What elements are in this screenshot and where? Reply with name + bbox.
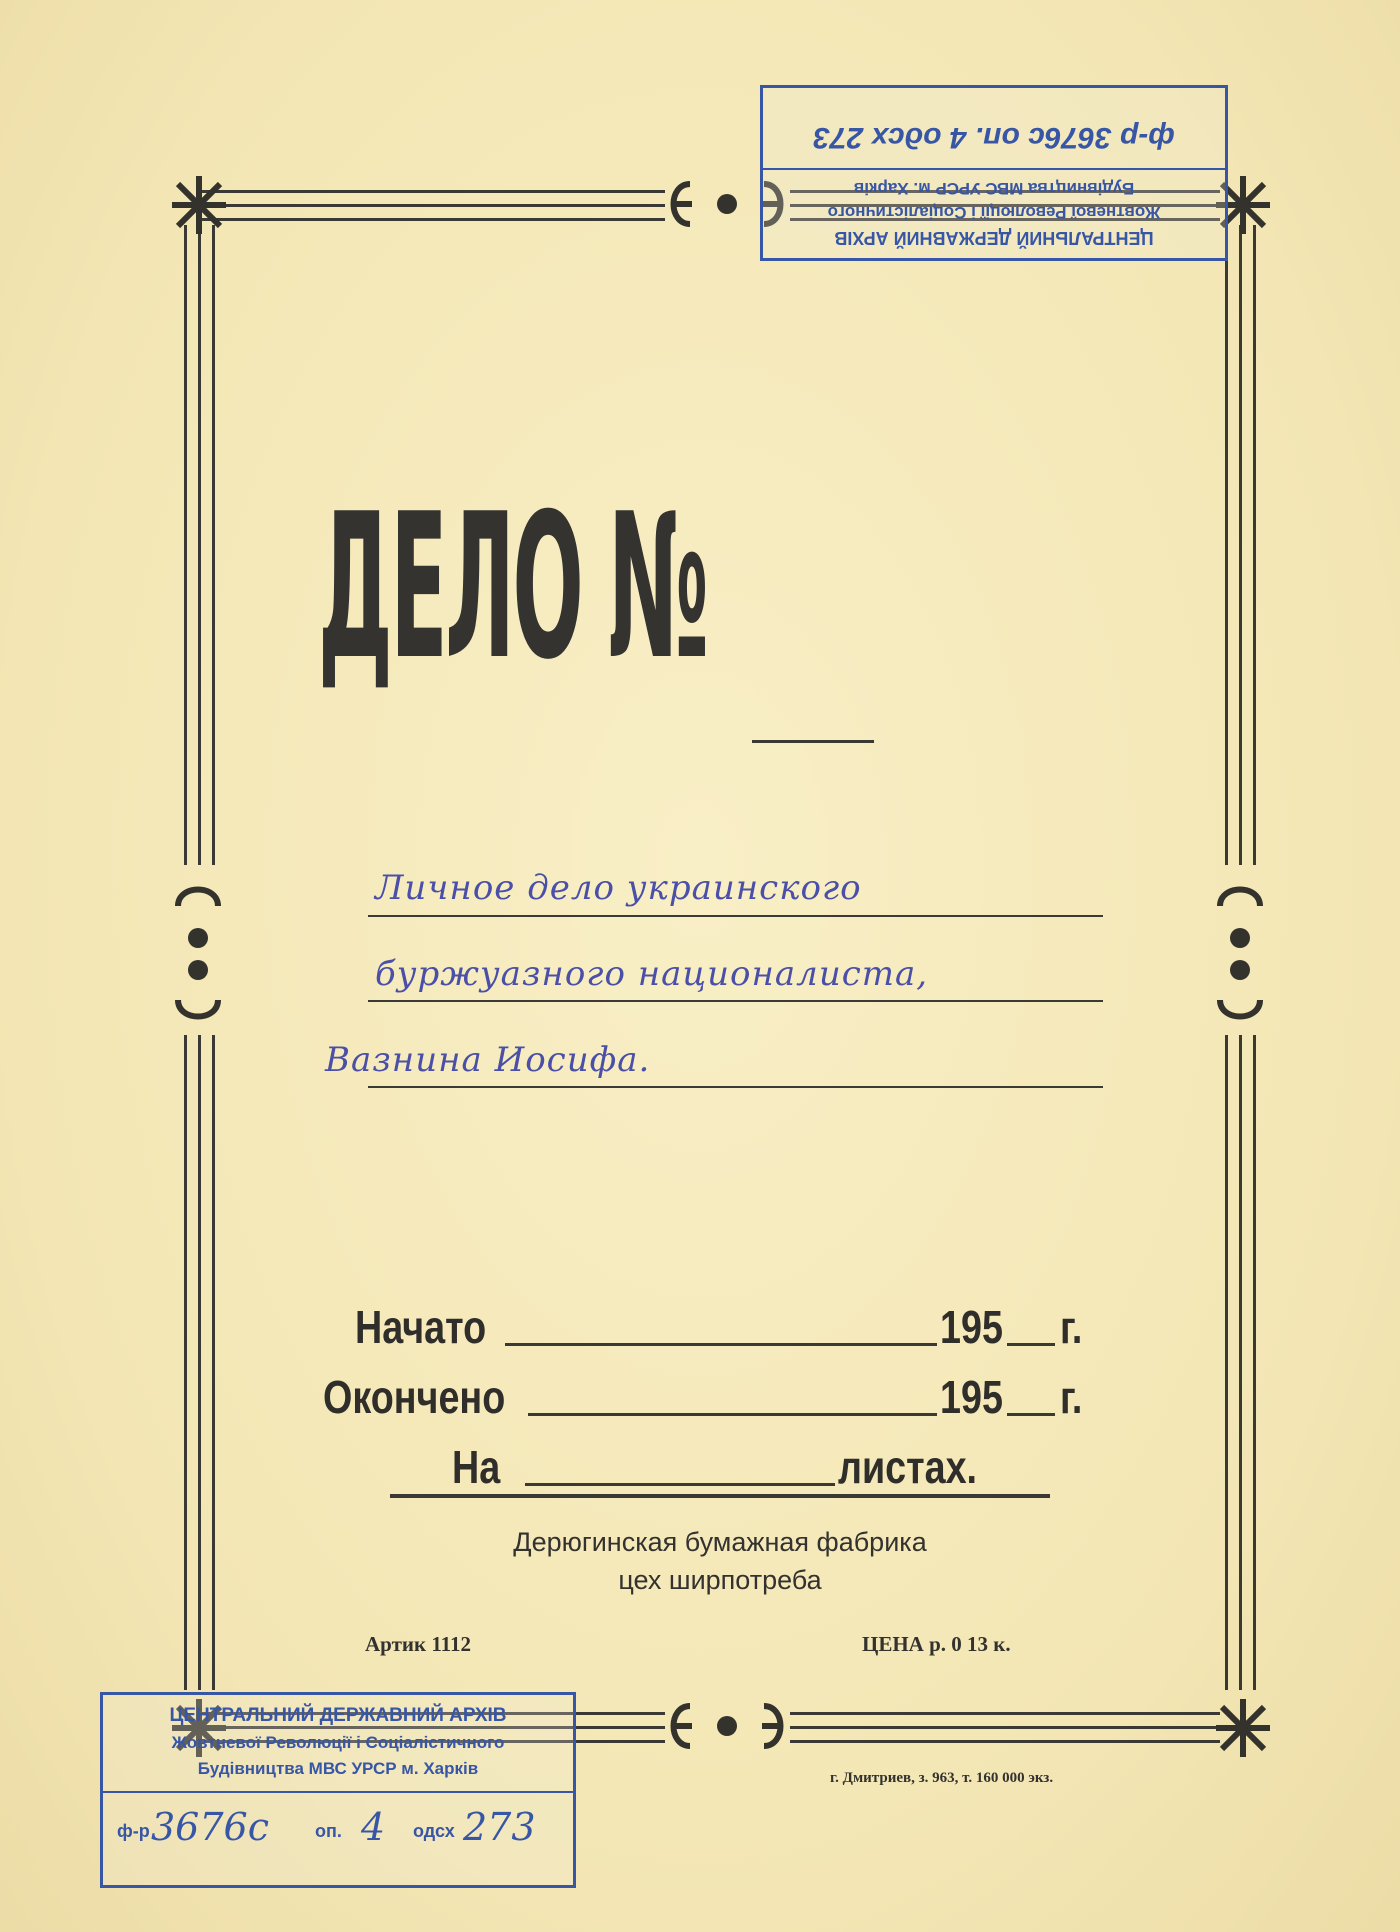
- started-underline: [505, 1343, 937, 1346]
- started-year: 195: [940, 1301, 1003, 1353]
- sheets-label: На: [452, 1441, 501, 1493]
- price: ЦЕНА р. 0 13 к.: [862, 1632, 1011, 1656]
- handwritten-line-1: Личное дело украинского: [375, 868, 862, 908]
- stamp-item: 273: [463, 1805, 536, 1849]
- ended-underline: [528, 1413, 937, 1416]
- side-ornament-icon: [1212, 878, 1268, 1028]
- ended-year: 195: [940, 1371, 1003, 1423]
- archive-stamp-bottom: [100, 1692, 576, 1888]
- stamp-opis: 4: [361, 1805, 386, 1849]
- side-ornament-icon: [170, 878, 226, 1028]
- stamp-fond: 3676с: [151, 1805, 269, 1849]
- subject-line-2: [368, 1000, 1103, 1002]
- sheets-underline: [525, 1483, 835, 1486]
- handwritten-line-3: Вазнина Иосифа.: [325, 1040, 651, 1080]
- stamp-top-line-4: ЦЕНТРАЛЬНИЙ ДЕРЖАВНИЙ АРХІВ: [834, 228, 1154, 248]
- subject-line-3: [368, 1086, 1103, 1088]
- stamp-top-line-3: Жовтневої Революції і Соціалістичного: [827, 203, 1161, 222]
- corner-ornament-icon: [168, 172, 230, 238]
- number-underline: [752, 740, 874, 743]
- divider: [390, 1494, 1050, 1498]
- ended-label: Окончено: [323, 1371, 506, 1423]
- factory-name: Дерюгинская бумажная фабрика: [513, 1527, 927, 1557]
- stamp-line-3: Будівництва МВС УРСР м. Харків: [197, 1759, 479, 1778]
- corner-ornament-icon: [1212, 1695, 1274, 1761]
- factory-dept: цех ширпотреба: [618, 1565, 822, 1595]
- started-suffix: г.: [1060, 1301, 1083, 1353]
- started-label: Начато: [355, 1301, 487, 1353]
- stamp-item-label: одсх: [413, 1821, 455, 1841]
- handwritten-line-2: буржуазного националиста,: [375, 954, 929, 994]
- stamp-fond-label: ф-р: [117, 1821, 150, 1841]
- stamp-line-1: ЦЕНТРАЛЬНИЙ ДЕРЖАВНИЙ АРХІВ: [169, 1705, 507, 1726]
- ended-suffix: г.: [1060, 1371, 1083, 1423]
- stamp-line-2: Жовтневої Революції і Соціалістичного: [171, 1733, 505, 1752]
- sheets-suffix: листах.: [838, 1441, 978, 1493]
- stamp-top-line-1: ф-р 3676с оп. 4 одсх 273: [813, 121, 1175, 154]
- printer-info: г. Дмитриев, з. 963, т. 160 000 экз.: [830, 1770, 1054, 1786]
- subject-line-1: [368, 915, 1103, 917]
- archive-stamp-top: [760, 85, 1228, 261]
- article-number: Артик 1112: [365, 1632, 472, 1656]
- center-ornament-icon: [662, 1698, 792, 1754]
- stamp-opis-label: оп.: [315, 1821, 342, 1841]
- stamp-top-line-2: Будівництва МВС УРСР м. Харків: [853, 179, 1135, 198]
- document-title: ДЕЛО №: [318, 471, 707, 704]
